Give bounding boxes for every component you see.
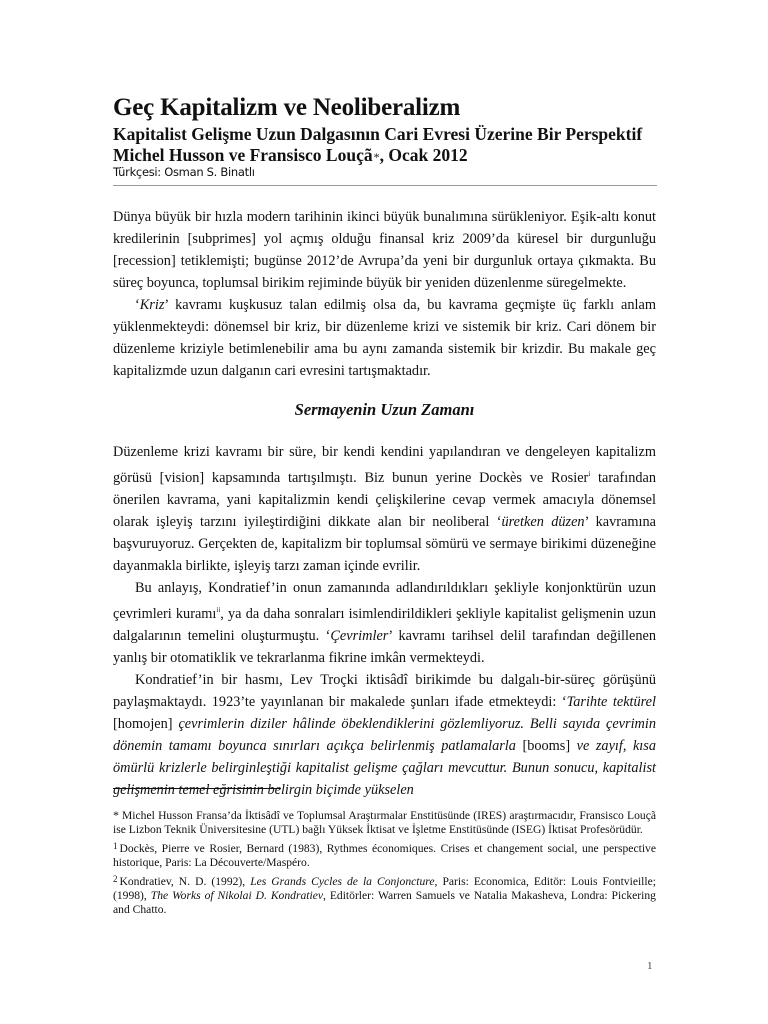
author-footnote-mark: * (373, 150, 380, 164)
document-date: , Ocak 2012 (379, 145, 468, 165)
document-subtitle: Kapitalist Gelişme Uzun Dalgasının Cari Evresi Üzerine Bir Perspektif (113, 124, 643, 144)
paragraph-3: Düzenleme krizi kavramı bir süre, bir kendi kendini yapılandıran ve dengeleyen kapitalizm görüsü [vision] kapsamında tartışılmıştı. Biz bunun yerine Dockès ve Rosier$^i$ tarafından önerilen kavrama, yani kapitalizmin kendi çelişkilerine cevap vermek amacıyla dönemsel olarak işleyiş tarzını iyileştirdiğini dikkate alan bir neoliberal ‘üretken düzen’ kavramına başvuruyoruz. Gerçekten de, kapitalizm bir toplumsal sömürü ve sermaye birikimi düzeneğine dayanmakla birlikte, işleyiş tarzı zaman içinde evrilir. (113, 444, 656, 574)
footnote-ref-1[interactable]: i (588, 470, 591, 478)
authors: Michel Husson ve Fransisco Louçã (113, 145, 373, 165)
section-body (113, 441, 656, 801)
footnote-1: $^1$ Dockès, Pierre ve Rosier, Bernard (1983), Rythmes économiques. Crises et changement social, une perspective historique, Paris: La Découverte/Maspéro. (113, 841, 656, 869)
page-number: 1 (647, 960, 653, 972)
paragraph-2: ‘Kriz’ kavramı kuşkusuz talan edilmiş olsa da, bu kavrama geçmişte üç farklı anlam yüklenmekteydi: dönemsel bir kriz, bir düzenleme krizi ve sistemik bir kriz. Cari dönem bir düzenleme kriziyle betimlenebilir ama bu aynı zamanda sistemik bir krizdir. Bu makale geç kapitalizmde uzun dalganın cari evresini tartışmaktadır. (113, 297, 656, 379)
footnote-2: $^2$ Kondratiev, N. D. (1992), Les Grands Cycles de la Conjoncture, Paris: Economica, Editör: Louis Fontvieille; (1998), The Works of Nikolai D. Kondratiev, Editörler: Warren Samuels ve Natalia Makasheva, Londra: Pickering and Chatto. (113, 874, 656, 916)
term-cevrimler: Çevrimler (330, 628, 389, 644)
paragraph-4: Bu anlayış, Kondratief’in onun zamanında adlandırıldıkları şekliyle konjonktürün uzun çevrimleri kuramı$^{ii}$, ya da daha sonraları isimlendirildikleri şekliyle kapitalist gelişmenin uzun dalgalarının temelini oluşturmuştu. ‘Çevrimler’ kavramı tarihsel delil tarafından değillenen yanlış bir otomatiklik ve tekrarlanma fikrine imkân vermekteydi. (113, 580, 656, 666)
footnote-ref-2[interactable]: ii (216, 606, 221, 614)
term-uretken-duzen: üretken düzen (501, 514, 585, 530)
header-divider (113, 185, 657, 186)
footnote-2-mark: 2 (113, 874, 118, 884)
term-kriz: Kriz (139, 297, 165, 313)
translator-credit: Türkçesi: Osman S. Binatlı (113, 165, 255, 179)
footnotes (113, 808, 656, 917)
paragraph-5: Kondratief’in bir hasmı, Lev Troçki iktisâdî birikimde bu dalgalı-bir-süreç görüşünü paylaşmaktaydı. 1923’te yayınlanan bir makalede şunları ifade etmekteydi: ‘Tarihte tektürel [homojen] çevrimlerin diziler hâlinde öbeklendiklerini gözlemliyoruz. Belli sayıda çevrimin dönemin tamamı boyunca sınırları açıkça belirlenmiş patlamalarla [booms] ve zayıf, kısa ömürlü krizlerle belirginleştiği kapitalist gelişme çağları mevcuttur. Bunun sonucu, kapitalist gelişmenin temel eğrisinin belirgin biçimde yükselen (113, 672, 657, 798)
section-heading: Sermayenin Uzun Zamanı (294, 400, 475, 419)
document-title: Geç Kapitalizm ve Neoliberalizm (113, 94, 461, 121)
footnote-author: * Michel Husson Fransa’da İktisâdî ve Toplumsal Araştırmalar Enstitüsünde (IRES) araştırmacıdır, Fransisco Louçã ise Lizbon Teknik Üniversitesine (UTL) bağlı Yüksek İktisat ve İşletme Enstitüsünde (ISEG) İktisat Profesörüdür. (113, 808, 656, 836)
footnote-1-mark: 1 (113, 841, 118, 851)
footnote-star-mark: * (113, 808, 119, 822)
intro-section (113, 206, 656, 382)
footnote-divider (113, 788, 281, 789)
paragraph-1: Dünya büyük bir hızla modern tarihinin ikinci büyük bunalımına sürükleniyor. Eşik-altı konut kredilerinin [subprimes] yol açmış olduğu finansal kriz 2009’da küresel bir durgunluğu [recession] tetiklemişti; bugünse 2012’de Avrupa’da yeni bir durgunluk ortaya çıkmakta. Bu süreç boyunca, toplumsal birikim rejiminde büyük bir yeniden düzenlenme süregelmekte. (113, 209, 656, 291)
